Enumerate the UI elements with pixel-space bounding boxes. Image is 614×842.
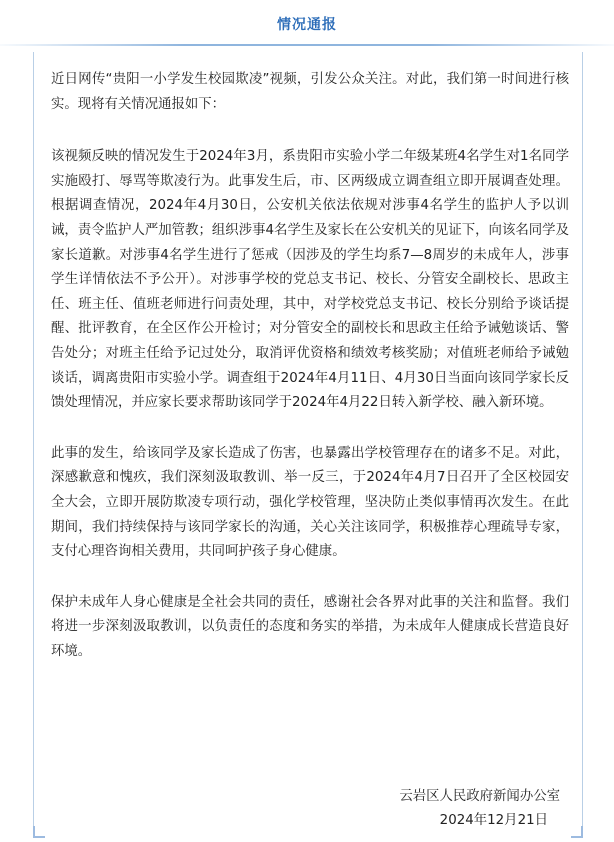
- issue-date: 2024年12月21日: [439, 813, 548, 828]
- title-band: [0, 0, 614, 48]
- frame-corner-bottom-right: [571, 826, 583, 838]
- paragraph-apology: 此事的发生，给该同学及家长造成了伤害，也暴露出学校管理存在的诸多不足。对此，深感歉意和愧疚，我们深刻汲取教训、举一反三，于2024年4月7日召开了全区校园安全大会，立即开展防欺凌专项行动，强化学校管理，坚决防止类似事情再次发生。在此期间，我们持续保持与该同学家长的沟通，关心关注该同学，积极推荐心理疏导专家，支付心理咨询相关费用，共同呵护孩子身心健康。: [51, 445, 569, 560]
- issuer-name: 云岩区人民政府新闻办公室: [399, 789, 560, 804]
- title-divider: [0, 44, 614, 46]
- frame-corner-bottom-left: [33, 826, 45, 838]
- notice-body: [51, 68, 569, 690]
- page-title: 情况通报: [277, 17, 337, 33]
- paragraph-closing: 保护未成年人身心健康是全社会共同的责任，感谢社会各界对此事的关注和监督。我们将进一步深刻汲取教训，以负责任的态度和务实的举措，为未成年人健康成长营造良好环境。: [51, 594, 569, 659]
- signature-block: [399, 785, 560, 833]
- paragraph-details: 该视频反映的情况发生于2024年3月，系贵阳市实验小学二年级某班4名学生对1名同学实施殴打、辱骂等欺凌行为。此事发生后，市、区两级成立调查组立即开展调查处理。根据调查情况，2024年4月30日，公安机关依法依规对涉事4名学生的监护人予以训诫，责令监护人严加管教；组织涉事4名学生及家长在公安机关的见证下，向该名同学及家长道歉。对涉事4名学生进行了惩戒（因涉及的学生均系7—8周岁的未成年人，涉事学生详情依法不予公开）。对涉事学校的党总支书记、校长、分管安全副校长、思政主任、班主任、值班老师进行问责处理，其中，对学校党总支书记、校长分别给予谈话提醒、批评教育，在全区作公开检讨；对分管安全的副校长和思政主任给予诫勉谈话、警告处分；对班主任给予记过处分，取消评优资格和绩效考核奖励；对值班老师给予诫勉谈话，调离贵阳市实验小学。调查组于2024年4月11日、4月30日当面向该同学家长反馈处理情况，并应家长要求帮助该同学于2024年4月22日转入新学校、融入新环境。: [51, 149, 569, 411]
- paragraph-intro: 近日网传“贵阳一小学发生校园欺凌”视频，引发公众关注。对此，我们第一时间进行核实。现将有关情况通报如下：: [51, 72, 569, 112]
- content-frame: [33, 52, 583, 838]
